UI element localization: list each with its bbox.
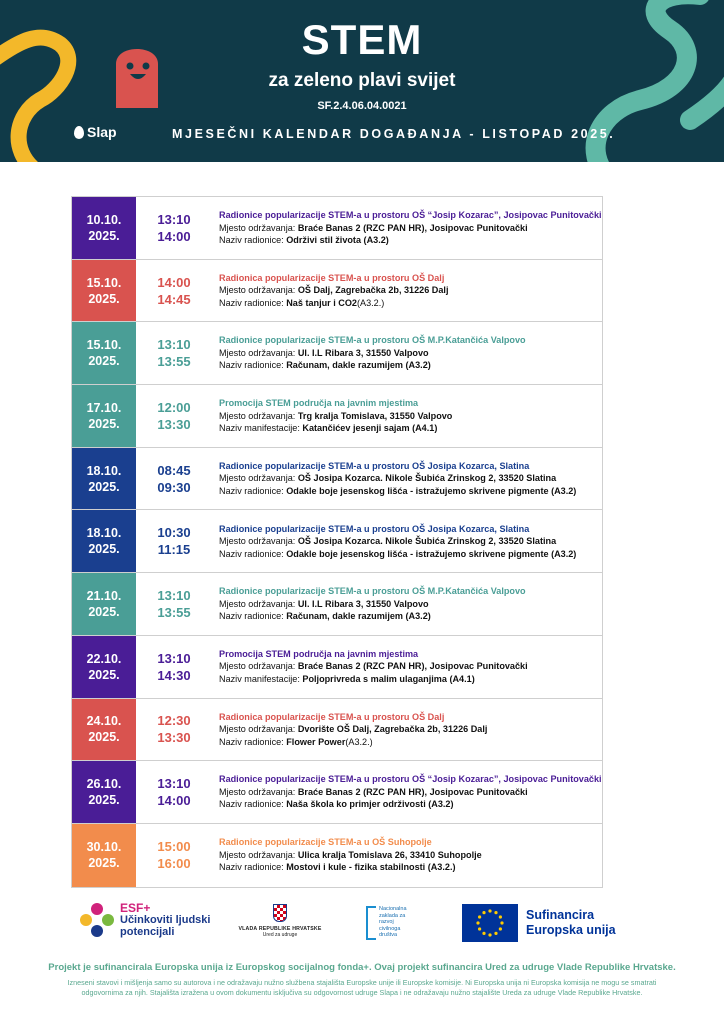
event-name: Održivi stil života (A3.2) [286,235,389,246]
event-name-line [219,359,596,372]
event-year: 2025. [88,291,120,306]
disclaimer: Izneseni stavovi i mišljenja samo su autorova i ne odražavaju nužno službena stajališta Europske unije ili Europske komisije. Ni Europska unija ni Europska komisija ne mogu se smatrati odgovornima za njih. Stajališta izražena u ovom dokumentu isključiva su odgovornost udruge Slapa i ne odražavaju nužno stajalište Ureda za udruge Vlade Republike Hrvatske. [67,978,657,997]
event-name-line [219,736,596,749]
nzrcd-logo [366,906,407,940]
event-date: 21.10. [86,588,122,603]
event-name-line [219,234,596,247]
event-time-cell [137,322,211,384]
event-year: 2025. [88,667,120,682]
event-start-time: 13:10 [157,776,191,792]
event-date: 22.10. [86,651,122,666]
location-label: Mjesto održavanja: [219,222,298,233]
event-title: Radionica popularizacije STEM-a u prostoru OŠ Dalj [219,272,445,283]
event-start-time: 15:00 [157,839,191,855]
event-name-line [219,548,596,561]
event-title: Radionice popularizacije STEM-a u prostoru OŠ “Josip Kozarac”, Josipovac Punitovački [219,774,602,785]
event-name: Flower Power [286,736,346,747]
event-title: Radionice popularizacije STEM-a u OŠ Suhopolje [219,837,432,848]
event-name-tail: (A3.2.) [356,297,385,308]
event-end-time: 16:00 [157,856,191,872]
esf-top-text: ESF+ [120,901,151,915]
event-end-time: 14:00 [157,793,191,809]
event-row [72,385,602,448]
event-name-line [219,798,596,811]
event-time-cell [137,385,211,447]
event-location-line [219,786,596,799]
eu-line2: Europska unija [526,923,616,937]
event-time-cell [137,573,211,635]
event-year: 2025. [88,479,120,494]
eu-logo [462,904,616,942]
event-title: Promocija STEM područja na javnim mjestima [219,648,419,659]
esf-flower-icon [80,903,114,937]
event-date-cell [72,385,137,447]
event-date: 10.10. [86,212,122,227]
event-title: Radionica popularizacije STEM-a u prostoru OŠ Dalj [219,711,445,722]
event-row [72,699,602,762]
event-time-cell [137,260,211,322]
calendar-title: MJESEČNI KALENDAR DOGAĐANJA - LISTOPAD 2025. [172,127,616,141]
nz-line5: društva [379,932,398,939]
event-end-time: 13:55 [157,354,191,370]
event-name-line [219,610,596,623]
page-title: STEM [301,16,423,63]
event-description [211,510,602,572]
event-name: Odakle boje jesenskog lišća - istražujemo skrivene pigmente (A3.2) [286,485,577,496]
name-label: Naziv radionice: [219,548,287,559]
event-location: Ul. I.L Ribara 3, 31550 Valpovo [297,598,429,609]
event-time-cell [137,824,211,887]
slap-logo [74,124,117,140]
esf-line2: potencijali [120,926,175,938]
event-date-cell [72,322,137,384]
event-location-line [219,222,596,235]
slap-logo-text: Slap [87,124,117,140]
event-location: Braće Banas 2 (RZC PAN HR), Josipovac Punitovački [297,786,528,797]
event-location-line [219,598,596,611]
project-code: SF.2.4.06.04.0021 [317,100,407,112]
event-end-time: 14:30 [157,667,191,683]
event-row [72,322,602,385]
event-end-time: 13:30 [157,730,191,746]
event-end-time: 14:45 [157,291,191,307]
event-location-line [219,472,596,485]
event-location-line [219,347,596,360]
event-description [211,385,602,447]
event-time-cell [137,448,211,510]
event-location-line [219,849,596,862]
event-location: OŠ Josipa Kozarca. Nikole Šubića Zrinskog 2, 33520 Slatina [297,473,557,484]
header-banner [0,0,724,162]
event-start-time: 14:00 [157,274,191,290]
event-location: Ulica kralja Tomislava 26, 33410 Suhopolje [297,849,482,860]
location-label: Mjesto održavanja: [219,410,298,421]
event-name-line [219,422,596,435]
event-date: 15.10. [86,275,122,290]
event-name: Odakle boje jesenskog lišća - istražujemo skrivene pigmente (A3.2) [286,548,577,559]
event-date: 15.10. [86,338,122,353]
vlada-line1: VLADA REPUBLIKE HRVATSKE [238,926,322,932]
event-description [211,260,602,322]
event-year: 2025. [88,354,120,369]
vlada-logo [236,904,324,938]
event-end-time: 11:15 [157,542,191,558]
event-description [211,448,602,510]
event-row [72,197,602,260]
bracket-icon [366,906,376,940]
event-location-line [219,535,596,548]
name-label: Naziv radionice: [219,611,287,622]
event-year: 2025. [88,604,120,619]
event-location: OŠ Dalj, Zagrebačka 2b, 31226 Dalj [297,285,449,296]
name-label: Naziv radionice: [219,235,287,246]
event-date: 17.10. [86,400,122,415]
event-name-line [219,861,596,874]
event-year: 2025. [88,542,120,557]
name-label: Naziv manifestacije: [219,673,303,684]
event-end-time: 09:30 [157,479,191,495]
event-location: OŠ Josipa Kozarca. Nikole Šubića Zrinskog 2, 33520 Slatina [297,536,557,547]
event-start-time: 10:30 [157,525,191,541]
name-label: Naziv radionice: [219,360,287,371]
eu-line1: Sufinancira [526,908,595,922]
event-name: Naša škola ko primjer održivosti (A3.2) [286,799,454,810]
event-start-time: 13:10 [157,650,191,666]
name-label: Naziv radionice: [219,862,287,873]
event-location: Ul. I.L Ribara 3, 31550 Valpovo [297,347,429,358]
location-label: Mjesto održavanja: [219,661,298,672]
event-name-line [219,297,596,310]
location-label: Mjesto održavanja: [219,786,298,797]
event-start-time: 12:00 [157,399,191,415]
event-year: 2025. [88,793,120,808]
event-location-line [219,410,596,423]
event-end-time: 14:00 [157,228,191,244]
event-date: 18.10. [86,463,122,478]
event-title: Radionice popularizacije STEM-a u prostoru OŠ M.P.Katančića Valpovo [219,335,526,346]
event-title: Radionice popularizacije STEM-a u prostoru OŠ “Josip Kozarac”, Josipovac Punitovački [219,210,602,221]
event-row [72,448,602,511]
event-location-line [219,284,596,297]
location-label: Mjesto održavanja: [219,285,298,296]
event-row [72,510,602,573]
event-row [72,761,602,824]
event-name: Naš tanjur i CO2 [286,297,357,308]
event-name-line [219,485,596,498]
event-date-cell [72,448,137,510]
location-label: Mjesto održavanja: [219,849,298,860]
event-title: Radionice popularizacije STEM-a u prostoru OŠ Josipa Kozarca, Slatina [219,523,530,534]
event-location: Braće Banas 2 (RZC PAN HR), Josipovac Punitovački [297,661,528,672]
event-row [72,636,602,699]
event-time-cell [137,699,211,761]
page-subtitle: za zeleno plavi svijet [268,70,456,91]
event-date-cell [72,761,137,823]
event-description [211,573,602,635]
event-date-cell [72,636,137,698]
location-label: Mjesto održavanja: [219,473,298,484]
event-time-cell [137,510,211,572]
event-title: Radionice popularizacije STEM-a u prostoru OŠ Josipa Kozarca, Slatina [219,460,530,471]
event-name: Računam, dakle razumijem (A3.2) [286,360,431,371]
event-end-time: 13:55 [157,604,191,620]
event-description [211,761,602,823]
event-name: Poljoprivreda s malim ulaganjima (A4.1) [302,673,475,684]
event-start-time: 13:10 [157,211,191,227]
water-drop-icon [74,126,84,139]
esf-logo [80,902,210,938]
name-label: Naziv radionice: [219,485,287,496]
partner-logos [0,898,724,950]
event-year: 2025. [88,228,120,243]
event-name: Katančićev jesenji sajam (A4.1) [302,423,438,434]
event-description [211,322,602,384]
event-start-time: 13:10 [157,587,191,603]
name-label: Naziv manifestacije: [219,423,303,434]
name-label: Naziv radionice: [219,736,287,747]
event-row [72,260,602,323]
event-date: 30.10. [86,840,122,855]
event-date-cell [72,197,137,259]
event-date: 24.10. [86,714,122,729]
event-description [211,197,602,259]
event-time-cell [137,761,211,823]
funding-statement: Projekt je sufinancirala Europska unija iz Europskog socijalnog fonda+. Ovaj projekt sufinancira Ured za udruge Vlade Republike Hrvatske. [48,962,676,973]
event-date-cell [72,510,137,572]
event-date-cell [72,699,137,761]
nz-line2: zaklada za [379,912,406,919]
event-start-time: 08:45 [157,462,191,478]
event-date-cell [72,573,137,635]
event-location-line [219,723,596,736]
event-name: Mostovi i kule - fizika stabilnosti (A3.2.) [286,862,456,873]
croatia-coat-of-arms-icon [273,904,287,922]
location-label: Mjesto održavanja: [219,598,298,609]
event-year: 2025. [88,730,120,745]
event-date: 26.10. [86,777,122,792]
event-year: 2025. [88,416,120,431]
vlada-line2: Ured za udruge [262,932,298,938]
event-description [211,699,602,761]
event-start-time: 13:10 [157,337,191,353]
event-date-cell [72,824,137,887]
event-row [72,824,602,887]
nz-line1: Nacionalna [379,906,407,912]
name-label: Naziv radionice: [219,297,287,308]
event-description [211,636,602,698]
event-time-cell [137,197,211,259]
event-title: Radionice popularizacije STEM-a u prostoru OŠ M.P.Katančića Valpovo [219,586,526,597]
location-label: Mjesto održavanja: [219,347,298,358]
event-location: Braće Banas 2 (RZC PAN HR), Josipovac Punitovački [297,222,528,233]
event-name: Računam, dakle razumijem (A3.2) [286,611,431,622]
eu-flag-icon [462,904,518,942]
event-time-cell [137,636,211,698]
nz-line3: razvoj [379,919,394,926]
event-end-time: 13:30 [157,416,191,432]
event-date-cell [72,260,137,322]
event-title: Promocija STEM područja na javnim mjestima [219,398,419,409]
event-row [72,573,602,636]
event-location: Dvorište OŠ Dalj, Zagrebačka 2b, 31226 Dalj [297,724,488,735]
name-label: Naziv radionice: [219,799,287,810]
nz-line4: civilnoga [379,925,401,932]
events-calendar-table [71,196,603,888]
event-location-line [219,660,596,673]
event-location: Trg kralja Tomislava, 31550 Valpovo [297,410,453,421]
location-label: Mjesto održavanja: [219,536,298,547]
event-start-time: 12:30 [157,713,191,729]
event-date: 18.10. [86,526,122,541]
event-description [211,824,602,887]
event-name-line [219,673,596,686]
event-name-tail: (A3.2.) [345,736,373,747]
esf-line1: Učinkoviti ljudski [120,914,211,926]
event-year: 2025. [88,856,120,871]
location-label: Mjesto održavanja: [219,724,298,735]
